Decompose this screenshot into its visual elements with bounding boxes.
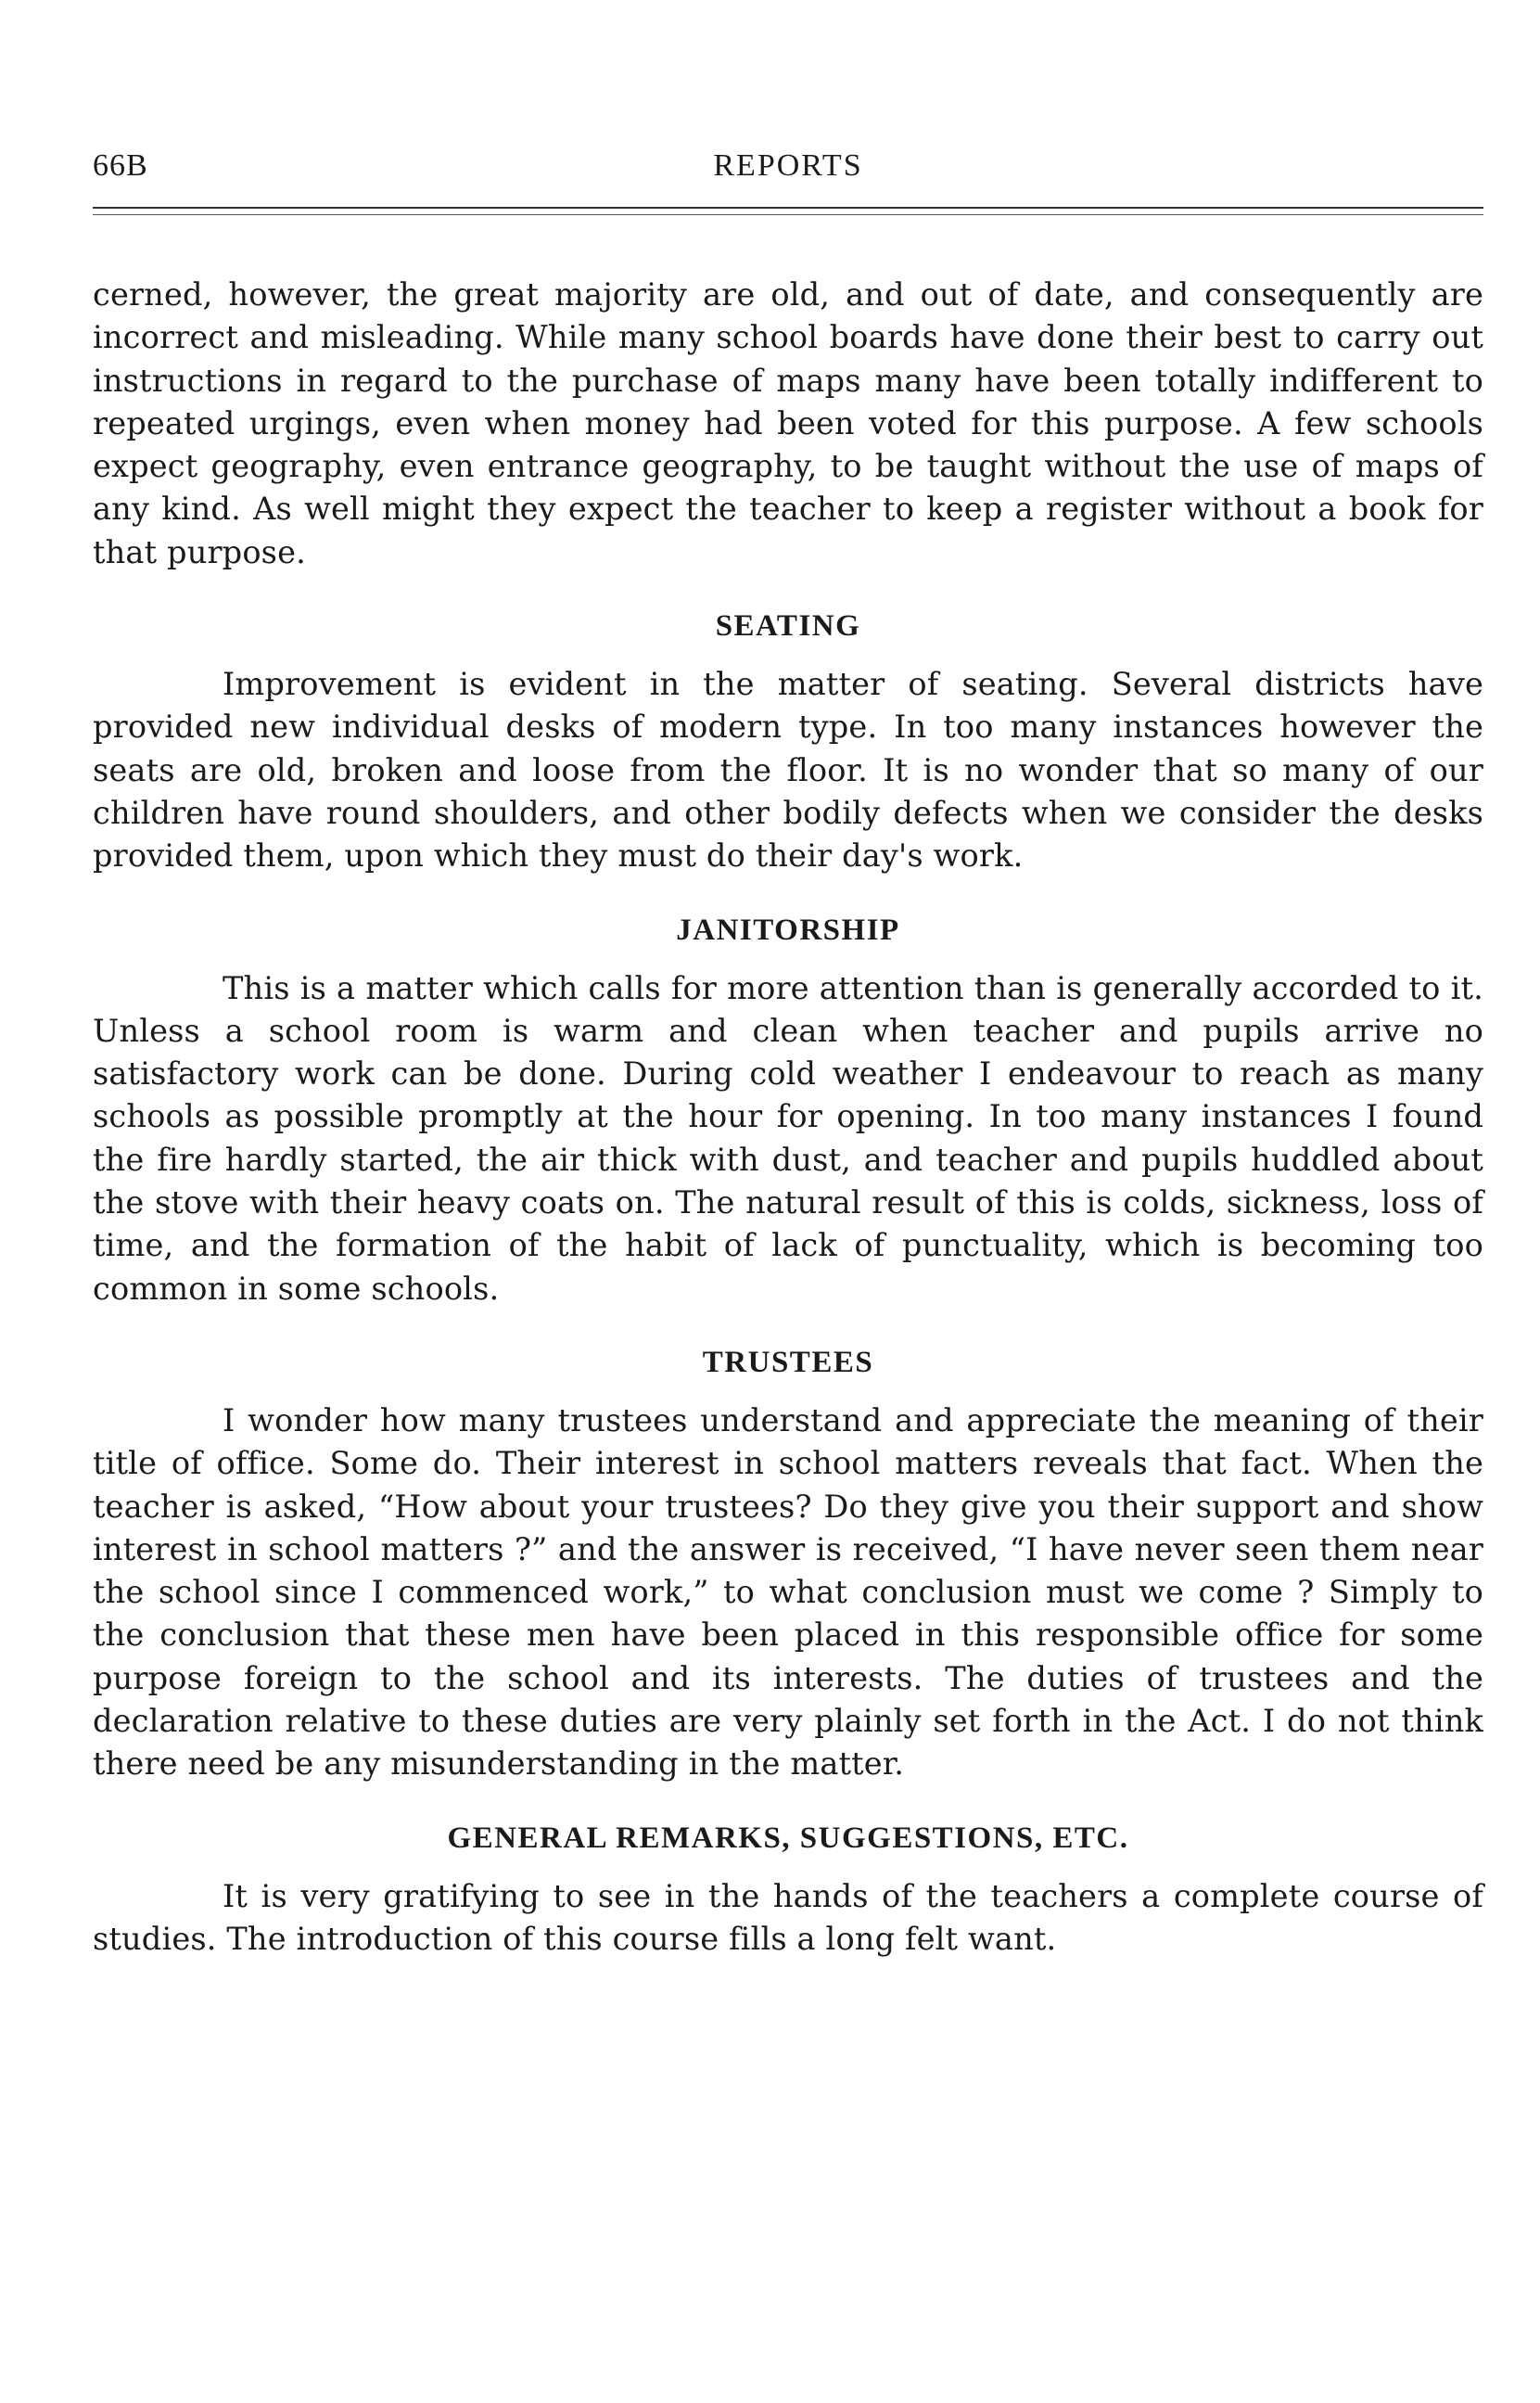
document-body	[93, 274, 1483, 1961]
section-paragraph-trustees: I wonder how many trustees understand and appreciate the meaning of their title of office. Some do. Their interest in school matters reveals that fact. When the teacher is asked, “How about your trustees? Do they give you their support and show interest in school matters ?” and the answer is received, “I have never seen them near the school since I commenced work,” to what conclusion must we come ? Simply to the conclusion that these men have been placed in this responsible office for some purpose foreign to the school and its interests. The duties of trustees and the declaration relative to these duties are very plainly set forth in the Act. I do not think there need be any misunderstanding in the matter.	[93, 1401, 1483, 1783]
section-paragraph-janitorship: This is a matter which calls for more attention than is generally accorded to it. Unless a school room is warm and clean when teacher and pupils arrive no satisfactory work can be done. During cold weather I endeavour to reach as many schools as possible promptly at the hour for opening. In too many instances I found the fire hardly started, the air thick with dust, and teacher and pupils huddled about the stove with their heavy coats on. The natural result of this is colds, sickness, loss of time, and the formation of the habit of lack of punctuality, which is becoming too common in some schools.	[93, 969, 1483, 1307]
section-heading-janitorship: JANITORSHIP	[676, 913, 900, 947]
section-paragraph-general-remarks: It is very gratifying to see in the hands of the teachers a complete course of studies. The introduction of this course fills a long felt want.	[93, 1877, 1483, 1957]
section-paragraph-seating: Improvement is evident in the matter of seating. Several districts have provided new individual desks of modern type. In too many instances however the seats are old, broken and loose from the floor. It is no wonder that so many of our children have round shoulders, and other bodily defects when we consider the desks provided them, upon which they must do their day's work.	[93, 666, 1483, 875]
section-heading-seating: SEATING	[715, 609, 861, 644]
page-title: REPORTS	[713, 148, 863, 183]
opening-paragraph: cerned, however, the great majority are old, and out of date, and consequently are incorrect and misleading. While many school boards have done their best to carry out instructions in regard to the purchase of maps many have been totally indifferent to repeated urgings, even when money had been voted for this purpose. A few schools expect geography, even entrance geography, to be taught without the use of maps of any kind. As well might they expect the teacher to keep a register without a book for that purpose.	[93, 276, 1483, 570]
document-page	[93, 139, 1483, 1961]
header-rule	[93, 207, 1483, 215]
section-heading-general-remarks: GENERAL REMARKS, SUGGESTIONS, ETC.	[447, 1821, 1129, 1855]
section-heading-trustees: TRUSTEES	[702, 1345, 874, 1379]
page-number: 66B	[93, 148, 148, 183]
running-head	[93, 139, 1483, 195]
